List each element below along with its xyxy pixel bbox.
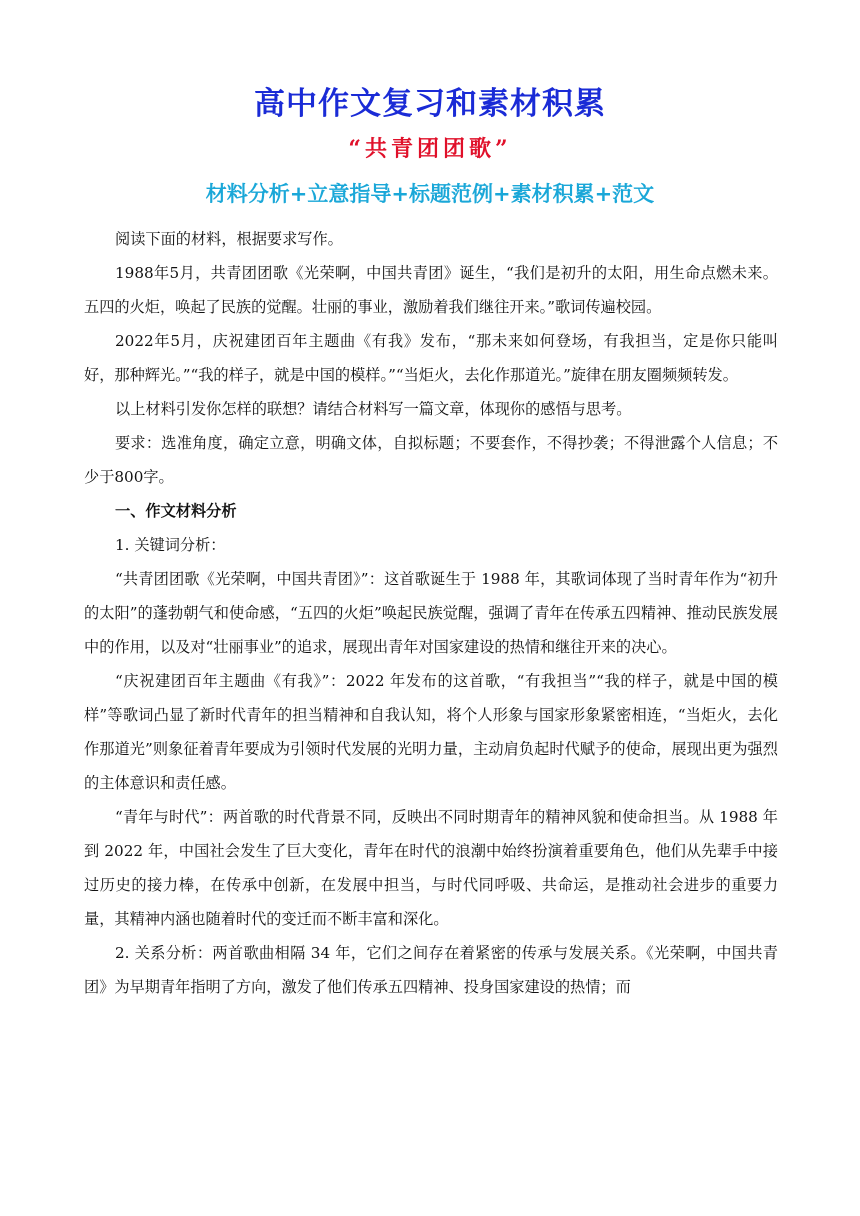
section-heading: 一、作文材料分析 (115, 502, 237, 520)
document-body (84, 222, 778, 1004)
page-subtitle-outline: 材料分析+立意指导+标题范例+素材积累+范文 (205, 182, 655, 206)
analysis-paragraph-2: “庆祝建团百年主题曲《有我》”：2022 年发布的这首歌，“有我担当”“我的样子，就是中国的模样”等歌词凸显了新时代青年的担当精神和自我认知，将个人形象与国家形象紧密相连，“当炬火，去化作那道光”则象征着青年要成为引领时代发展的光明力量，主动肩负起时代赋予的使命，展现出更为强烈的主体意识和责任感。 (84, 672, 778, 792)
prompt-material-1988: 1988年5月，共青团团歌《光荣啊，中国共青团》诞生，“我们是初升的太阳，用生命点燃未来。五四的火炬，唤起了民族的觉醒。壮丽的事业，激励着我们继往开来。”歌词传遍校园。 (84, 264, 778, 316)
prompt-question: 以上材料引发你怎样的联想？请结合材料写一篇文章，体现你的感悟与思考。 (115, 400, 632, 418)
keyword-analysis-title: 1. 关键词分析： (115, 536, 226, 554)
page-subtitle: “共青团团歌” (348, 136, 512, 162)
page-title: 高中作文复习和素材积累 (254, 86, 606, 122)
analysis-paragraph-1: “共青团团歌《光荣啊，中国共青团》”：这首歌诞生于 1988 年，其歌词体现了当时青年作为“初升的太阳”的蓬勃朝气和使命感，“五四的火炬”唤起民族觉醒，强调了青年在传承五四精神、推动民族发展中的作用，以及对“壮丽事业”的追求，展现出青年对国家建设的热情和继往开来的决心。 (84, 570, 778, 656)
prompt-intro: 阅读下面的材料，根据要求写作。 (115, 230, 343, 248)
analysis-paragraph-3: “青年与时代”：两首歌的时代背景不同，反映出不同时期青年的精神风貌和使命担当。从 1988 年到 2022 年，中国社会发生了巨大变化，青年在时代的浪潮中始终扮演着重要角色，他们从先辈手中接过历史的接力棒，在传承中创新，在发展中担当，与时代同呼吸、共命运，是推动社会进步的重要力量，其精神内涵也随着时代的变迁而不断丰富和深化。 (84, 808, 778, 928)
prompt-requirements: 要求：选准角度，确定立意，明确文体，自拟标题；不要套作，不得抄袭；不得泄露个人信息；不少于800字。 (84, 434, 778, 486)
relation-analysis: 2. 关系分析：两首歌曲相隔 34 年，它们之间存在着紧密的传承与发展关系。《光荣啊，中国共青团》为早期青年指明了方向，激发了他们传承五四精神、投身国家建设的热情；而 (84, 944, 778, 996)
prompt-material-2022: 2022年5月，庆祝建团百年主题曲《有我》发布，“那未来如何登场，有我担当，定是你只能叫好，那种辉光。”“我的样子，就是中国的模样。”“当炬火，去化作那道光。”旋律在朋友圈频频转发。 (84, 332, 778, 384)
